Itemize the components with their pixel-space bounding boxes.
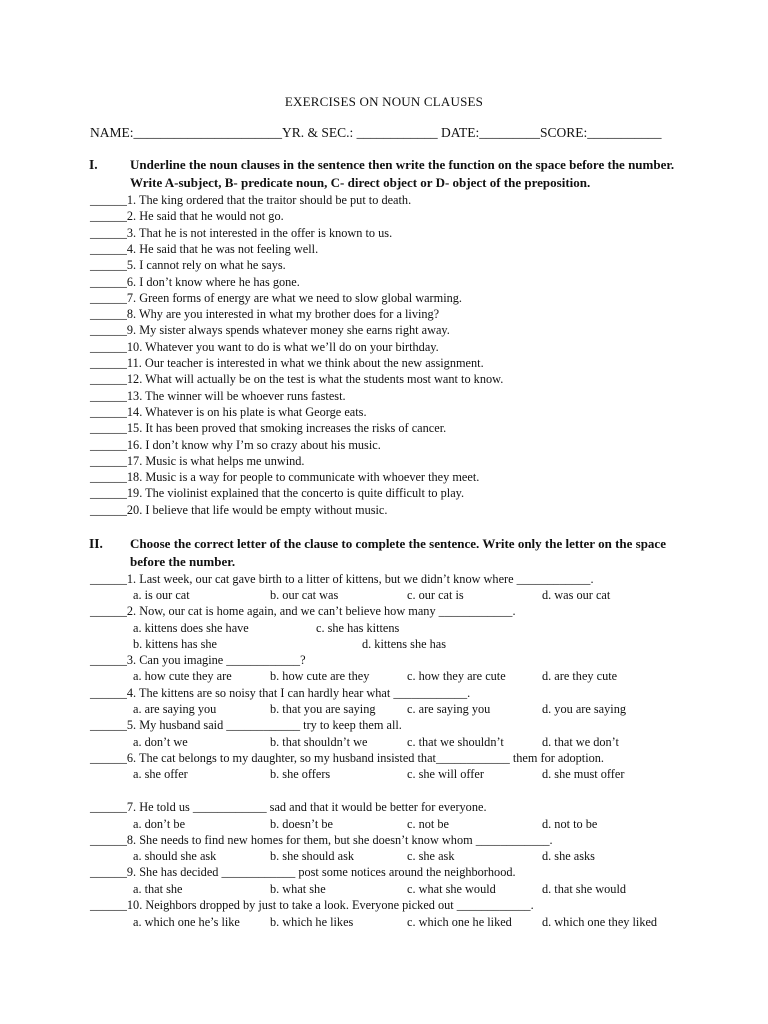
answer-blank[interactable]: ______18. — [90, 470, 143, 484]
exercise-item — [90, 340, 439, 356]
answer-blank[interactable]: ______2. — [90, 209, 137, 223]
answer-blank[interactable]: ______2. — [90, 604, 137, 618]
option-a: a. that she — [133, 882, 183, 896]
question-text: The cat belongs to my daughter, so my husband insisted that____________ them for adoption. — [138, 751, 604, 765]
sentence-text: I don’t know why I’m so crazy about his music. — [145, 438, 381, 452]
option-b: b. what she — [270, 882, 326, 896]
option-a: a. which one he’s like — [133, 915, 240, 929]
answer-blank[interactable]: ______6. — [90, 751, 137, 765]
option-d: d. that she would — [542, 882, 627, 896]
sentence-text: My sister always spends whatever money she earns right away. — [139, 323, 450, 337]
exercise-item — [90, 372, 503, 388]
question-9 — [90, 865, 516, 881]
option-a: a. is our cat — [133, 588, 190, 602]
student-info-line: NAME:______________________YR. & SEC.: ____________ DATE:_________SCORE:___________ — [90, 125, 662, 140]
sentence-text: It has been proved that smoking increases the risks of cancer. — [145, 421, 447, 435]
option-c: c. she has kittens — [316, 621, 400, 635]
option-c: c. our cat is — [407, 588, 464, 602]
answer-blank[interactable]: ______15. — [90, 421, 143, 435]
question-text: He told us ____________ sad and that it would be better for everyone. — [139, 800, 487, 814]
sentence-text: I cannot rely on what he says. — [139, 258, 286, 272]
exercise-item — [90, 242, 318, 258]
sentence-text: Whatever you want to do is what we’ll do on your birthday. — [145, 340, 439, 354]
option-c: c. how they are cute — [407, 669, 506, 683]
option-b: b. she offers — [270, 767, 331, 781]
exercise-item — [90, 226, 392, 242]
answer-blank[interactable]: ______14. — [90, 405, 143, 419]
question-text: Neighbors dropped by just to take a look. Everyone picked out ____________. — [145, 898, 534, 912]
exercise-item — [90, 503, 387, 519]
exercise-item — [90, 209, 284, 225]
exercise-item — [90, 275, 300, 291]
section-2-numeral: II. — [89, 536, 103, 551]
answer-blank[interactable]: ______8. — [90, 307, 137, 321]
exercise-item — [90, 356, 484, 372]
option-a: a. kittens does she have — [133, 621, 249, 635]
sentence-text: He said that he was not feeling well. — [139, 242, 319, 256]
answer-blank[interactable]: ______9. — [90, 865, 137, 879]
sentence-text: Our teacher is interested in what we think about the new assignment. — [144, 356, 484, 370]
question-10 — [90, 898, 534, 914]
exercise-item — [90, 421, 446, 437]
question-text: Now, our cat is home again, and we can’t believe how many ____________. — [139, 604, 516, 618]
exercise-item — [90, 454, 305, 470]
option-a: a. she offer — [133, 767, 188, 781]
answer-blank[interactable]: ______13. — [90, 389, 143, 403]
exercise-item — [90, 258, 286, 274]
option-d: d. she asks — [542, 849, 595, 863]
question-text: Can you imagine ____________? — [139, 653, 306, 667]
question-text: Last week, our cat gave birth to a litter of kittens, but we didn’t know where ____________. — [139, 572, 594, 586]
answer-blank[interactable]: ______11. — [90, 356, 142, 370]
option-a: a. don’t be — [133, 817, 186, 831]
answer-blank[interactable]: ______5. — [90, 258, 137, 272]
question-8 — [90, 833, 553, 849]
exercise-item — [90, 438, 381, 454]
sentence-text: Whatever is on his plate is what George eats. — [145, 405, 367, 419]
option-b: b. that shouldn’t we — [270, 735, 368, 749]
answer-blank[interactable]: ______12. — [90, 372, 143, 386]
option-d: d. which one they liked — [542, 915, 658, 929]
answer-blank[interactable]: ______8. — [90, 833, 137, 847]
question-4 — [90, 686, 470, 702]
exercise-item — [90, 405, 367, 421]
sentence-text: Why are you interested in what my brother does for a living? — [138, 307, 440, 321]
question-5 — [90, 718, 402, 734]
option-d: d. are they cute — [542, 669, 618, 683]
answer-blank[interactable]: ______1. — [90, 572, 137, 586]
question-6 — [90, 751, 604, 767]
answer-blank[interactable]: ______10. — [90, 340, 143, 354]
question-3 — [90, 653, 306, 669]
question-text: The kittens are so noisy that I can hardly hear what ____________. — [138, 686, 471, 700]
option-a: a. should she ask — [133, 849, 217, 863]
question-text: She needs to find new homes for them, but she doesn’t know whom ____________. — [139, 833, 553, 847]
answer-blank[interactable]: ______10. — [90, 898, 143, 912]
answer-blank[interactable]: ______17. — [90, 454, 143, 468]
option-b: b. doesn’t be — [270, 817, 333, 831]
exercise-item — [90, 389, 346, 405]
option-d: d. was our cat — [542, 588, 611, 602]
page-title: EXERCISES ON NOUN CLAUSES — [284, 94, 484, 109]
answer-blank[interactable]: ______7. — [90, 291, 137, 305]
section-1-instruction: Underline the noun clauses in the sentence then write the function on the space before the number. Write A-subject, B- predicate noun, C- direct object or D- object of the preposition. — [130, 157, 675, 190]
sentence-text: I don’t know where he has gone. — [139, 275, 300, 289]
sentence-text: I believe that life would be empty without music. — [145, 503, 388, 517]
sentence-text: The king ordered that the traitor should be put to death. — [138, 193, 412, 207]
option-b: b. how cute are they — [270, 669, 370, 683]
answer-blank[interactable]: ______20. — [90, 503, 143, 517]
answer-blank[interactable]: ______3. — [90, 226, 137, 240]
section-1-numeral: I. — [89, 157, 98, 172]
sentence-text: That he is not interested in the offer is known to us. — [138, 226, 393, 240]
exercise-item — [90, 323, 450, 339]
option-c: c. which one he liked — [407, 915, 512, 929]
option-a: a. don’t we — [133, 735, 188, 749]
question-7 — [90, 800, 487, 816]
option-a: a. are saying you — [133, 702, 217, 716]
option-b: b. which he likes — [270, 915, 354, 929]
option-d: d. you are saying — [542, 702, 627, 716]
exercise-item — [90, 486, 464, 502]
answer-blank[interactable]: ______19. — [90, 486, 143, 500]
sentence-text: The winner will be whoever runs fastest. — [145, 389, 346, 403]
question-text: She has decided ____________ post some notices around the neighborhood. — [139, 865, 516, 879]
exercise-item — [90, 470, 479, 486]
exercise-item — [90, 193, 411, 209]
question-2 — [90, 604, 516, 620]
sentence-text: Green forms of energy are what we need to slow global warming. — [139, 291, 463, 305]
answer-blank[interactable]: ______16. — [90, 438, 143, 452]
option-c: c. she will offer — [407, 767, 484, 781]
answer-blank[interactable]: ______5. — [90, 718, 137, 732]
option-d: d. not to be — [542, 817, 598, 831]
answer-blank[interactable]: ______4. — [90, 686, 137, 700]
sentence-text: Music is what helps me unwind. — [145, 454, 305, 468]
option-c: c. not be — [407, 817, 450, 831]
sentence-text: Music is a way for people to communicate with whoever they meet. — [145, 470, 480, 484]
answer-blank[interactable]: ______1. — [90, 193, 137, 207]
sentence-text: The violinist explained that the concerto is quite difficult to play. — [145, 486, 465, 500]
answer-blank[interactable]: ______3. — [90, 653, 137, 667]
sentence-text: He said that he would not go. — [139, 209, 284, 223]
answer-blank[interactable]: ______9. — [90, 323, 137, 337]
option-c: c. are saying you — [407, 702, 491, 716]
option-d: d. that we don’t — [542, 735, 619, 749]
option-d: d. she must offer — [542, 767, 625, 781]
exercise-item — [90, 291, 462, 307]
option-b: b. kittens has she — [133, 637, 218, 651]
option-c: c. she ask — [407, 849, 455, 863]
option-a: a. how cute they are — [133, 669, 232, 683]
question-1 — [90, 572, 594, 588]
answer-blank[interactable]: ______7. — [90, 800, 137, 814]
option-b: b. that you are saying — [270, 702, 376, 716]
answer-blank[interactable]: ______6. — [90, 275, 137, 289]
option-c: c. that we shouldn’t — [407, 735, 504, 749]
option-b: b. our cat was — [270, 588, 339, 602]
section-2-instruction: Choose the correct letter of the clause to complete the sentence. Write only the letter on the space before the number. — [130, 536, 666, 569]
question-text: My husband said ____________ try to keep them all. — [139, 718, 402, 732]
option-d: d. kittens she has — [362, 637, 447, 651]
sentence-text: What will actually be on the test is what the students most want to know. — [145, 372, 504, 386]
option-c: c. what she would — [407, 882, 496, 896]
answer-blank[interactable]: ______4. — [90, 242, 137, 256]
exercise-item — [90, 307, 439, 323]
option-b: b. she should ask — [270, 849, 355, 863]
